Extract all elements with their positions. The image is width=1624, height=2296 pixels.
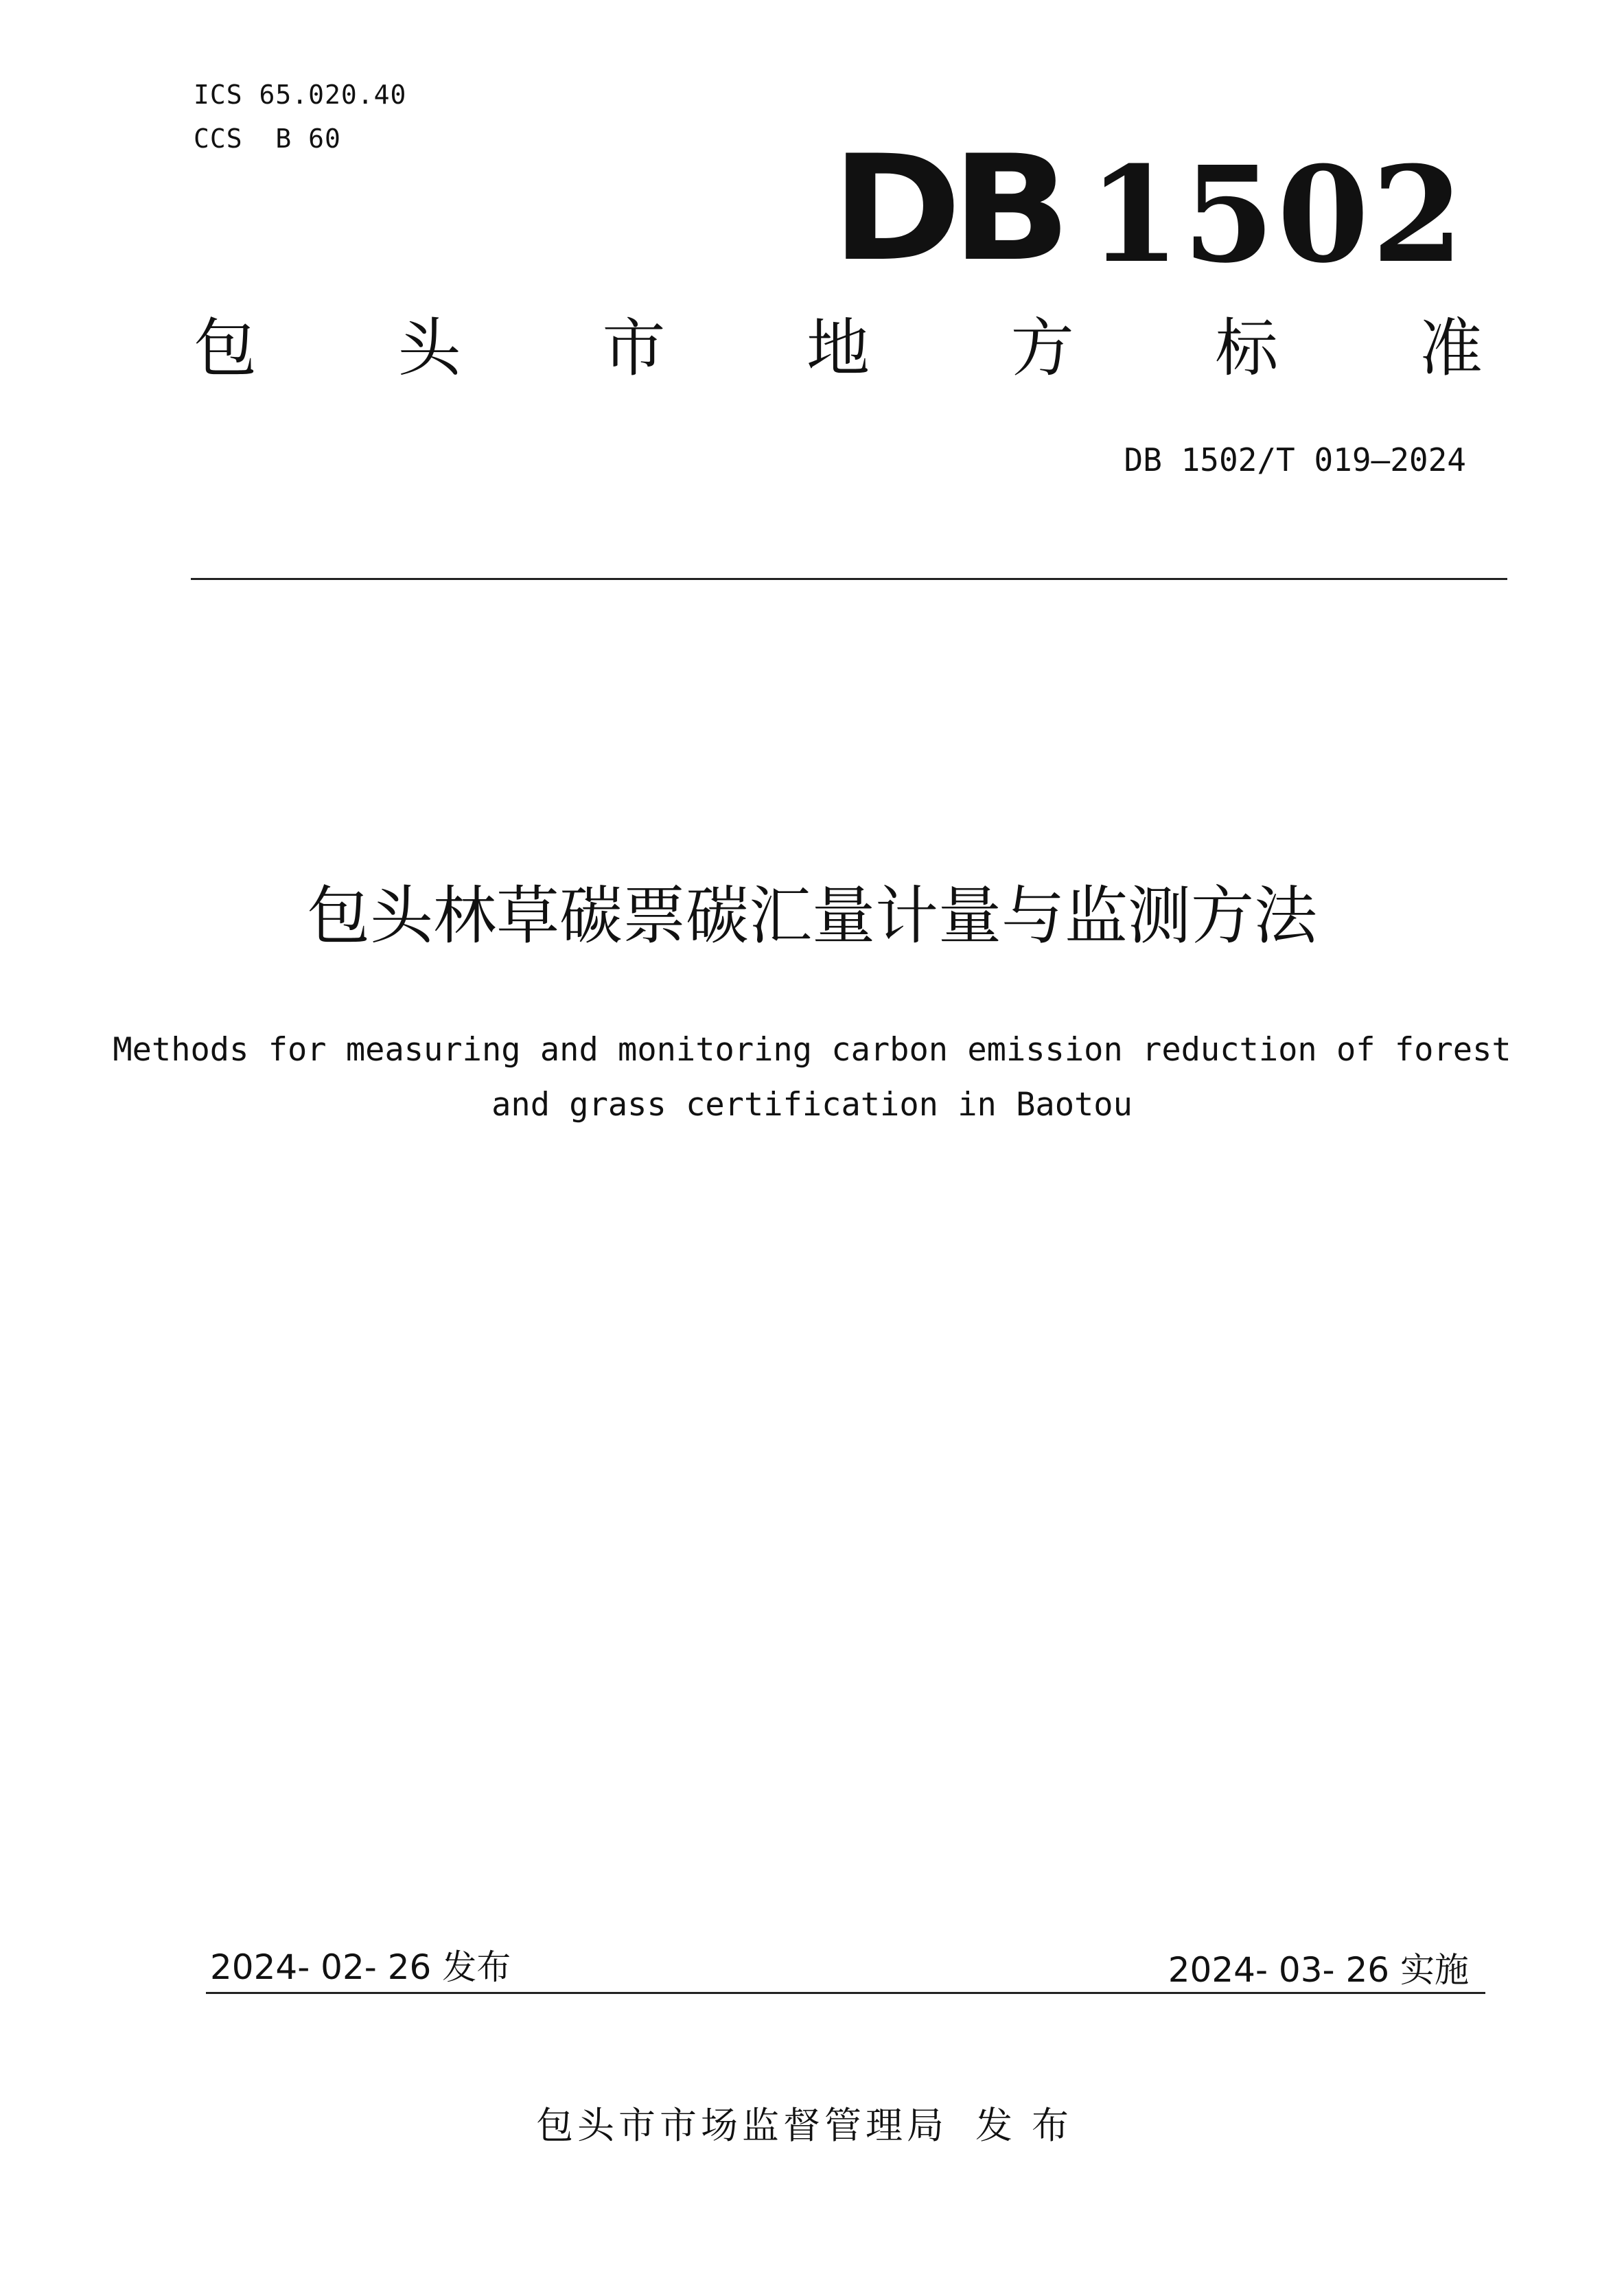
document-title-en-line: and grass certification in Baotou (491, 1086, 1133, 1124)
standard-type-char: 标 (1215, 312, 1279, 385)
standard-type-heading (194, 312, 1483, 385)
standard-type-char: 准 (1419, 312, 1483, 385)
standard-type-char: 包 (194, 312, 257, 385)
standard-type-char: 市 (602, 312, 666, 385)
publisher-action: 发布 (975, 2104, 1088, 2147)
issue-date: 2024- 02- 26 发布 (210, 1947, 511, 1987)
footer-divider (206, 1992, 1485, 1994)
publisher-line (0, 2096, 1624, 2149)
document-title-en (0, 1023, 1624, 1133)
document-title-cn: 包头林草碳票碳汇量计量与监测方法 (306, 879, 1317, 953)
ccs-code: CCS B 60 (194, 124, 341, 154)
header-divider (191, 578, 1507, 580)
standard-type-char: 头 (397, 312, 461, 385)
effective-date: 2024- 03- 26 实施 (1168, 1950, 1469, 1990)
db-logo (831, 124, 1466, 293)
ics-code: ICS 65.020.40 (194, 80, 407, 110)
publisher-name: 包头市市场监督管理局 (536, 2104, 948, 2147)
standard-number: DB 1502/T 019—2024 (1124, 441, 1466, 478)
db-logo-number: 1502 (1088, 138, 1466, 292)
standard-type-char: 方 (1010, 312, 1074, 385)
standard-type-char: 地 (806, 312, 870, 385)
db-logo-prefix: DB (831, 124, 1061, 293)
document-title-en-line: Methods for measuring and monitoring carbon emission reduction of forest (113, 1031, 1511, 1069)
